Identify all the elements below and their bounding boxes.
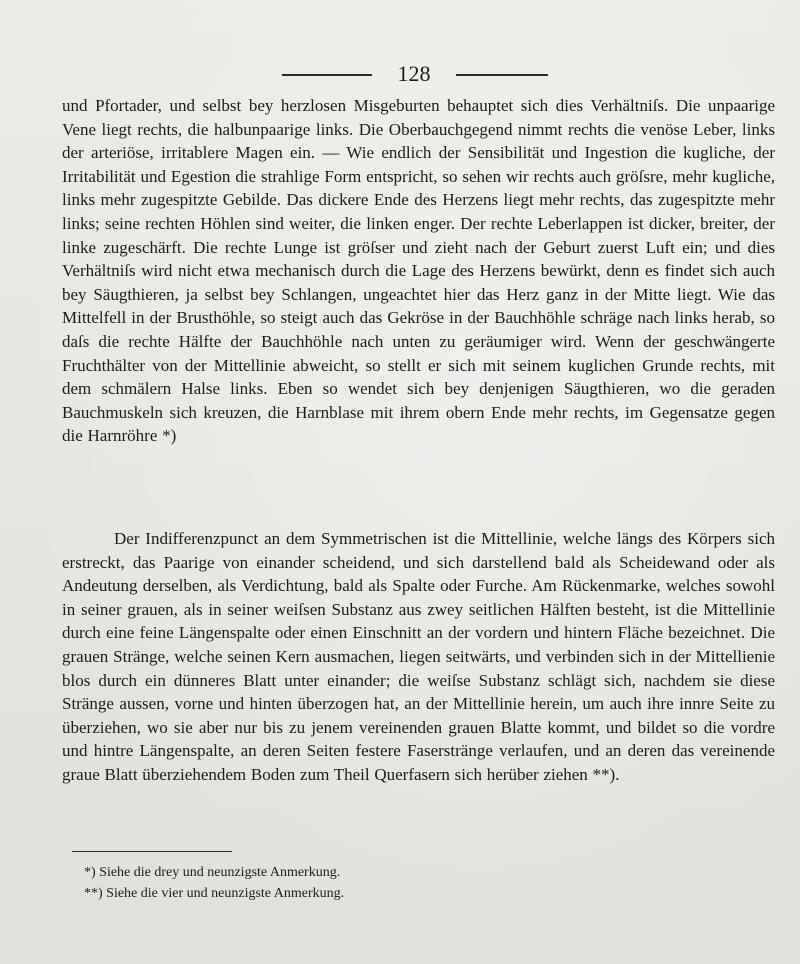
footnote: *) Siehe die drey und neunzigste Anmerkung. [84, 865, 341, 880]
footnote-rule [72, 851, 232, 852]
header-rule-left [282, 74, 372, 76]
page-number: 128 [397, 61, 431, 86]
header-rule-right [456, 74, 548, 76]
body-paragraph: Der Indifferenzpunct an dem Symmetrischen ist die Mittellinie, welche längs des Körpers sich erstreckt, das Paarige von einander scheidend, und sich darstellend bald als Scheidewand oder als Andeutung derselben, als Verdichtung, bald als Spalte oder Furche. Am Rückenmarke, welches sowohl in seiner grauen, als in seiner weiſsen Substanz aus zwey seitlichen Hälften besteht, ist die Mittellinie durch eine feine Längenspalte oder einen Einschnitt an der vordern und hintern Fläche bezeichnet. Die grauen Stränge, welche seinen Kern ausmachen, liegen seitwärts, und verbinden sich in der Mittellienie blos durch ein dünneres Blatt unter einander; die weiſse Substanz schlägt sich, nachdem sie diese Stränge aussen, vorne und hinten überzogen hat, an der Mittellinie herein, um auch ihre innre Seite zu überziehen, wo sie aber nur bis zu jenem vereinenden grauen Blatte kommt, und bildet so die vordre und hintre Längenspalte, an deren Seiten festere Faserstränge verlaufen, und an deren das vereinende graue Blatt überziehendem Boden zum Theil Querfasern sich herüber ziehen **). [62, 529, 775, 784]
page-header [0, 60, 800, 90]
body-paragraph: und Pfortader, und selbst bey herzlosen Misgeburten behauptet sich dies Verhältniſs. Die unpaarige Vene liegt rechts, die halbunpaarige links. Die Oberbauchgegend nimmt rechts die venöse Leber, links der arteriöse, irritablere Magen ein. — Wie endlich der Sensibilität und Ingestion die kugliche, der Irritabilität und Egestion die strahlige Form entspricht, so sehen wir rechts auch gröſsre, mehr kugliche, links mehr zugespitzte Gebilde. Das dickere Ende des Herzens liegt mehr rechts, das zugespitzte mehr links; seine rechten Höhlen sind weiter, die linken enger. Der rechte Leberlappen ist dicker, breiter, der linke zugeschärft. Die rechte Lunge ist gröſser und zieht nach der Geburt zuerst Luft ein; und dies Verhältniſs wird nicht etwa mechanisch durch die Lage des Herzens bewürkt, denn es findet sich auch bey Säugthieren, ja selbst bey Schlangen, ungeachtet hier das Herz ganz in der Mitte liegt. Wie das Mittelfell in der Brusthöhle, so steigt auch das Gekröse in der Bauchhöhle schräge nach links herab, so daſs die rechte Hälfte der Bauchhöhle nach unten zu geräumiger wird. Wenn der geschwängerte Fruchthälter von der Mittellinie abweicht, so stellt er sich mit seinem kuglichen Grunde rechts, mit dem schmälern Halse links. Eben so wendet sich bey denjenigen Säugthieren, wo die geraden Bauchmuskeln sich kreuzen, die Harnblase mit ihrem obern Ende mehr rechts, im Gegensatze gegen die Harnröhre *) [62, 96, 775, 446]
footnote: **) Siehe die vier und neunzigste Anmerkung. [84, 886, 345, 901]
footnotes [84, 862, 684, 904]
